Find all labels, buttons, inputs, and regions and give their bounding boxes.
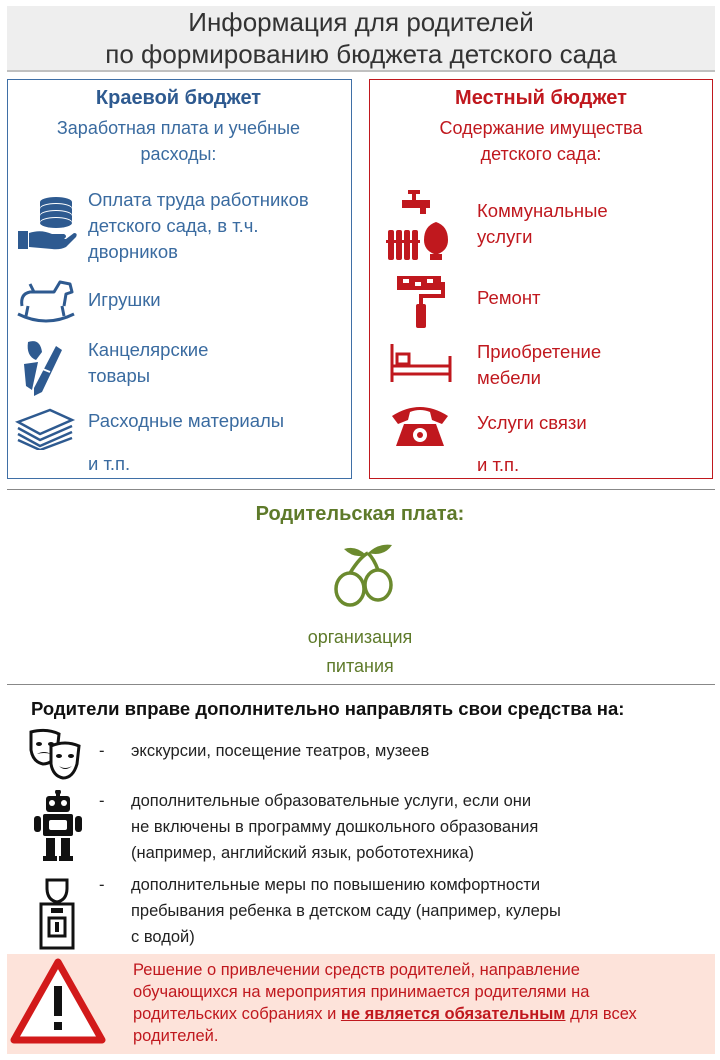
- telephone-icon: [390, 402, 450, 448]
- page-header: [7, 6, 715, 72]
- money-hand-icon: [16, 193, 78, 253]
- extra-item-education-line3: (например, английский язык, робототехника): [131, 844, 475, 862]
- paint-roller-icon: [395, 274, 447, 330]
- warning-text: [133, 959, 637, 1047]
- regional-item-salary-line1: Оплата труда работников: [88, 189, 309, 210]
- theater-masks-icon: [27, 728, 83, 782]
- warning-line4: родителей.: [133, 1027, 219, 1045]
- regional-etc: и т.п.: [88, 453, 131, 474]
- regional-budget-subtitle: [7, 115, 350, 167]
- local-item-repair: Ремонт: [477, 287, 541, 308]
- regional-item-toys: Игрушки: [88, 289, 161, 310]
- extra-item-excursions: экскурсии, посещение театров, музеев: [131, 742, 430, 760]
- local-budget-subtitle: [369, 115, 713, 167]
- local-etc: и т.п.: [477, 454, 520, 475]
- regional-item-salary-line3: дворников: [88, 241, 178, 262]
- section-divider-2: [7, 684, 715, 685]
- paper-stack-icon: [14, 406, 76, 450]
- local-item-furniture-line1: Приобретение: [477, 341, 602, 362]
- local-budget-title: Местный бюджет: [455, 87, 627, 109]
- warning-emphasis: не является обязательным: [340, 1005, 566, 1023]
- extra-item-comfort: [131, 872, 561, 950]
- warning-line2: обучающихся на мероприятия принимается родителями на: [133, 983, 590, 1001]
- regional-subtitle-line1: Заработная плата и учебные: [56, 118, 301, 138]
- warning-line1: Решение о привлечении средств родителей, направление: [133, 961, 580, 979]
- regional-budget-title: Краевой бюджет: [95, 87, 262, 109]
- local-item-furniture-line2: мебели: [477, 367, 541, 388]
- utilities-icon: [386, 190, 452, 262]
- parental-fee-item: [0, 623, 720, 681]
- regional-subtitle-line2: расходы:: [140, 144, 217, 164]
- pencil-brush-icon: [20, 338, 64, 398]
- extra-item-3-dash: -: [99, 876, 105, 894]
- robot-icon: [33, 790, 83, 862]
- page-title-line1: Информация для родителей: [188, 7, 534, 37]
- local-item-utilities-line2: услуги: [477, 226, 533, 247]
- warning-line3-after: для всех: [565, 1005, 637, 1023]
- regional-item-stationery-line2: товары: [88, 365, 151, 386]
- local-item-utilities-line1: Коммунальные: [477, 200, 608, 221]
- local-item-furniture: [477, 339, 601, 391]
- local-item-utilities: [477, 198, 608, 250]
- parental-fee-item-line2: питания: [326, 656, 394, 676]
- regional-item-salary-line2: детского сада, в т.ч.: [88, 215, 259, 236]
- extra-item-education-line2: не включены в программу дошкольного образования: [131, 818, 539, 836]
- warning-line3: [133, 1003, 637, 1025]
- bed-icon: [389, 342, 453, 384]
- parental-fee-title: Родительская плата:: [255, 503, 465, 525]
- parental-fee-item-line1: организация: [307, 627, 413, 647]
- extra-item-comfort-line3: с водой): [131, 928, 195, 946]
- extra-item-education-line1: дополнительные образовательные услуги, если они: [131, 792, 532, 810]
- section-divider: [7, 489, 715, 490]
- extra-funding-title: Родители вправе дополнительно направлять свои средства на:: [31, 698, 625, 719]
- extra-item-2-dash: -: [99, 792, 105, 810]
- rocking-horse-icon: [16, 276, 76, 326]
- extra-item-comfort-line2: пребывания ребенка в детском саду (например, кулеры: [131, 902, 561, 920]
- warning-icon: [10, 958, 106, 1044]
- page-title-line2: по формированию бюджета детского сада: [105, 39, 617, 69]
- regional-item-salary: [88, 187, 353, 265]
- extra-item-1-dash: -: [99, 742, 105, 760]
- local-subtitle-line2: детского сада:: [480, 144, 602, 164]
- local-subtitle-line1: Содержание имущества: [439, 118, 643, 138]
- warning-line3-before: родительских собраниях и: [133, 1005, 341, 1023]
- regional-item-consumables: Расходные материалы: [88, 410, 285, 431]
- extra-item-education: [131, 788, 538, 866]
- extra-item-comfort-line1: дополнительные меры по повышению комфортности: [131, 876, 541, 894]
- regional-item-stationery: [88, 337, 208, 389]
- water-cooler-icon: [37, 878, 77, 950]
- local-item-communication: Услуги связи: [477, 412, 587, 433]
- regional-item-stationery-line1: Канцелярские: [88, 339, 209, 360]
- olives-icon: [332, 543, 396, 609]
